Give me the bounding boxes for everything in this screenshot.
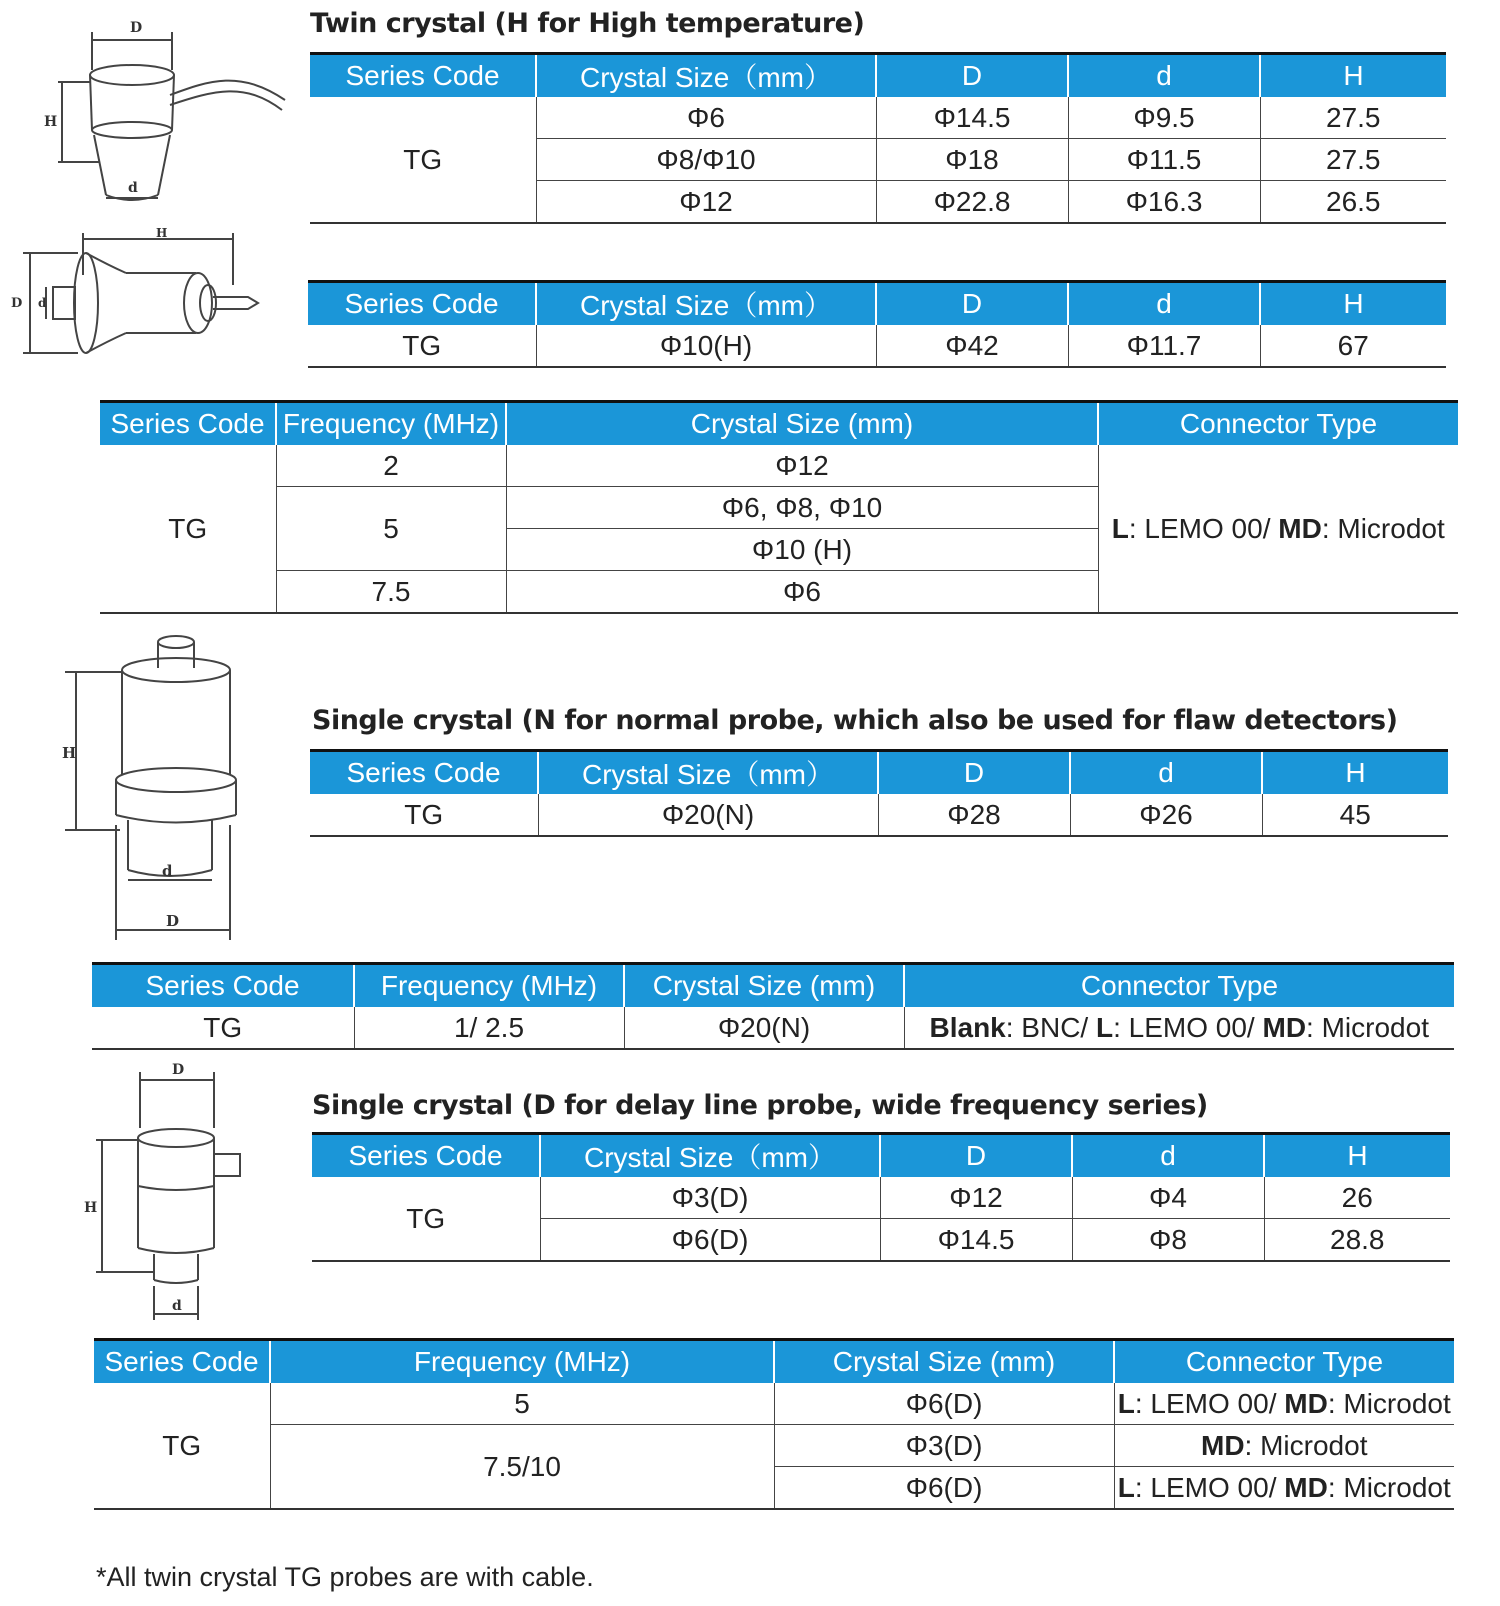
crystal-size-cell: Φ20(N): [538, 794, 878, 836]
header-D: D: [878, 751, 1070, 795]
crystal-size-cell: Φ10(H): [536, 325, 876, 367]
d-cell: Φ9.5: [1068, 97, 1260, 139]
connector-desc: : Microdot: [1321, 512, 1445, 544]
crystal-size-cell: Φ8/Φ10: [536, 139, 876, 181]
crystal-size-cell: Φ6(D): [540, 1219, 880, 1262]
D-cell: Φ18: [876, 139, 1068, 181]
H-cell: 27.5: [1260, 97, 1446, 139]
connector-desc: : Microdot: [1306, 1011, 1429, 1043]
section-title-normal: Single crystal (N for normal probe, which also be used for flaw detectors): [312, 705, 1398, 736]
crystal-size-cell: Φ6: [506, 571, 1098, 614]
connector-code: MD: [1278, 512, 1322, 544]
header-series-code: Series Code: [312, 1134, 540, 1178]
d-cell: Φ11.7: [1068, 325, 1260, 367]
connector-code: L: [1111, 512, 1129, 544]
header-D: D: [876, 54, 1068, 98]
connector-desc: : LEMO 00/: [1113, 1011, 1263, 1043]
series-code-cell: TG: [310, 97, 536, 223]
header-crystal-size: Crystal Size（mm）: [540, 1134, 880, 1178]
series-code-cell: TG: [310, 794, 538, 836]
crystal-size-cell: Φ12: [536, 181, 876, 224]
d-cell: Φ26: [1070, 794, 1262, 836]
connector-desc: : Microdot: [1244, 1429, 1368, 1461]
header-frequency: Frequency (MHz): [270, 1340, 774, 1384]
dim-H-label: H: [84, 1200, 98, 1216]
table-row: [100, 445, 1458, 487]
connector-desc: : LEMO 00/: [1128, 512, 1279, 544]
frequency-cell: 2: [276, 445, 506, 487]
connector-type-cell: [1098, 445, 1458, 613]
connector-code: L: [1095, 1011, 1114, 1043]
connector-code: MD: [1201, 1429, 1245, 1461]
header-D: D: [880, 1134, 1072, 1178]
frequency-cell: 7.5: [276, 571, 506, 614]
delay-frequency-table: [94, 1338, 1454, 1510]
header-d: d: [1072, 1134, 1264, 1178]
header-connector-type: Connector Type: [1114, 1340, 1454, 1384]
header-crystal-size: Crystal Size (mm): [506, 402, 1098, 446]
crystal-size-cell: Φ12: [506, 445, 1098, 487]
H-cell: 45: [1262, 794, 1448, 836]
series-code-cell: TG: [94, 1383, 270, 1509]
twin-dimension-table-1: [310, 52, 1446, 224]
D-cell: Φ14.5: [876, 97, 1068, 139]
dim-d-label: d: [38, 296, 47, 310]
connector-type-cell: [1114, 1383, 1454, 1425]
header-crystal-size: Crystal Size（mm）: [536, 54, 876, 98]
H-cell: 67: [1260, 325, 1446, 367]
header-series-code: Series Code: [310, 751, 538, 795]
table-row: [308, 325, 1446, 367]
dim-D-label: D: [172, 1062, 185, 1078]
header-d: d: [1070, 751, 1262, 795]
header-H: H: [1260, 54, 1446, 98]
twin-dimension-table-2: [308, 280, 1446, 368]
dim-d-label: d: [162, 862, 173, 880]
connector-code: MD: [1262, 1011, 1307, 1043]
high-temp-probe-drawing: [8, 225, 288, 365]
connector-code: Blank: [929, 1011, 1006, 1043]
dim-D-label: D: [11, 296, 23, 311]
header-series-code: Series Code: [92, 964, 354, 1008]
header-crystal-size: Crystal Size（mm）: [536, 282, 876, 326]
header-crystal-size: Crystal Size（mm）: [538, 751, 878, 795]
crystal-size-cell: Φ3(D): [540, 1177, 880, 1219]
H-cell: 27.5: [1260, 139, 1446, 181]
header-crystal-size: Crystal Size (mm): [624, 964, 904, 1008]
dim-d-label: d: [172, 1298, 182, 1314]
H-cell: 26.5: [1260, 181, 1446, 224]
d-cell: Φ8: [1072, 1219, 1264, 1262]
H-cell: 26: [1264, 1177, 1450, 1219]
crystal-size-cell: Φ6(D): [774, 1383, 1114, 1425]
twin-frequency-table: [100, 400, 1458, 614]
frequency-cell: 7.5/10: [270, 1425, 774, 1510]
connector-type-cell: [1114, 1425, 1454, 1467]
table-row: [94, 1425, 1454, 1467]
crystal-size-cell: Φ20(N): [624, 1007, 904, 1049]
header-d: d: [1068, 282, 1260, 326]
normal-probe-drawing: [50, 630, 280, 950]
header-series-code: Series Code: [310, 54, 536, 98]
normal-dimension-table: [310, 749, 1448, 837]
dim-H-label: H: [44, 114, 58, 130]
section-title-delay: Single crystal (D for delay line probe, wide frequency series): [312, 1090, 1208, 1121]
crystal-size-cell: Φ6: [536, 97, 876, 139]
crystal-size-cell: Φ10 (H): [506, 529, 1098, 571]
D-cell: Φ14.5: [880, 1219, 1072, 1262]
series-code-cell: TG: [312, 1177, 540, 1261]
connector-code: L: [1117, 1387, 1135, 1419]
header-series-code: Series Code: [308, 282, 536, 326]
connector-desc: : Microdot: [1327, 1471, 1451, 1503]
connector-desc: : Microdot: [1327, 1387, 1451, 1419]
D-cell: Φ28: [878, 794, 1070, 836]
header-D: D: [876, 282, 1068, 326]
connector-type-cell: [904, 1007, 1454, 1049]
crystal-size-cell: Φ6(D): [774, 1467, 1114, 1510]
header-H: H: [1264, 1134, 1450, 1178]
table-row: [310, 97, 1446, 139]
connector-desc: : LEMO 00/: [1134, 1471, 1285, 1503]
D-cell: Φ12: [880, 1177, 1072, 1219]
normal-frequency-table: [92, 962, 1454, 1050]
delay-dimension-table: [312, 1132, 1450, 1262]
delay-line-probe-drawing: [78, 1058, 268, 1333]
header-connector-type: Connector Type: [904, 964, 1454, 1008]
crystal-size-cell: Φ6, Φ8, Φ10: [506, 487, 1098, 529]
header-connector-type: Connector Type: [1098, 402, 1458, 446]
header-series-code: Series Code: [100, 402, 276, 446]
section-title-twin: Twin crystal (H for High temperature): [310, 8, 865, 39]
dim-D-label: D: [130, 20, 143, 36]
connector-code: L: [1117, 1471, 1135, 1503]
dim-D-label: D: [166, 912, 180, 930]
H-cell: 28.8: [1264, 1219, 1450, 1262]
dim-H-label: H: [62, 744, 77, 762]
header-frequency: Frequency (MHz): [276, 402, 506, 446]
D-cell: Φ42: [876, 325, 1068, 367]
connector-desc: : LEMO 00/: [1134, 1387, 1285, 1419]
header-series-code: Series Code: [94, 1340, 270, 1384]
dim-H-label: H: [156, 226, 168, 240]
footnote: *All twin crystal TG probes are with cable.: [96, 1562, 594, 1592]
d-cell: Φ11.5: [1068, 139, 1260, 181]
header-d: d: [1068, 54, 1260, 98]
d-cell: Φ16.3: [1068, 181, 1260, 224]
table-row: [310, 794, 1448, 836]
twin-probe-drawing: [20, 10, 300, 220]
series-code-cell: TG: [308, 325, 536, 367]
series-code-cell: TG: [100, 445, 276, 613]
header-H: H: [1260, 282, 1446, 326]
table-row: [92, 1007, 1454, 1049]
frequency-cell: 5: [270, 1383, 774, 1425]
table-row: [312, 1177, 1450, 1219]
connector-desc: : BNC/: [1005, 1011, 1096, 1043]
connector-code: MD: [1284, 1471, 1328, 1503]
crystal-size-cell: Φ3(D): [774, 1425, 1114, 1467]
connector-type-cell: [1114, 1467, 1454, 1510]
header-H: H: [1262, 751, 1448, 795]
d-cell: Φ4: [1072, 1177, 1264, 1219]
D-cell: Φ22.8: [876, 181, 1068, 224]
header-frequency: Frequency (MHz): [354, 964, 624, 1008]
header-crystal-size: Crystal Size (mm): [774, 1340, 1114, 1384]
series-code-cell: TG: [92, 1007, 354, 1049]
frequency-cell: 5: [276, 487, 506, 571]
dim-d-label: d: [128, 180, 138, 196]
table-row: [94, 1383, 1454, 1425]
frequency-cell: 1/ 2.5: [354, 1007, 624, 1049]
connector-code: MD: [1284, 1387, 1328, 1419]
